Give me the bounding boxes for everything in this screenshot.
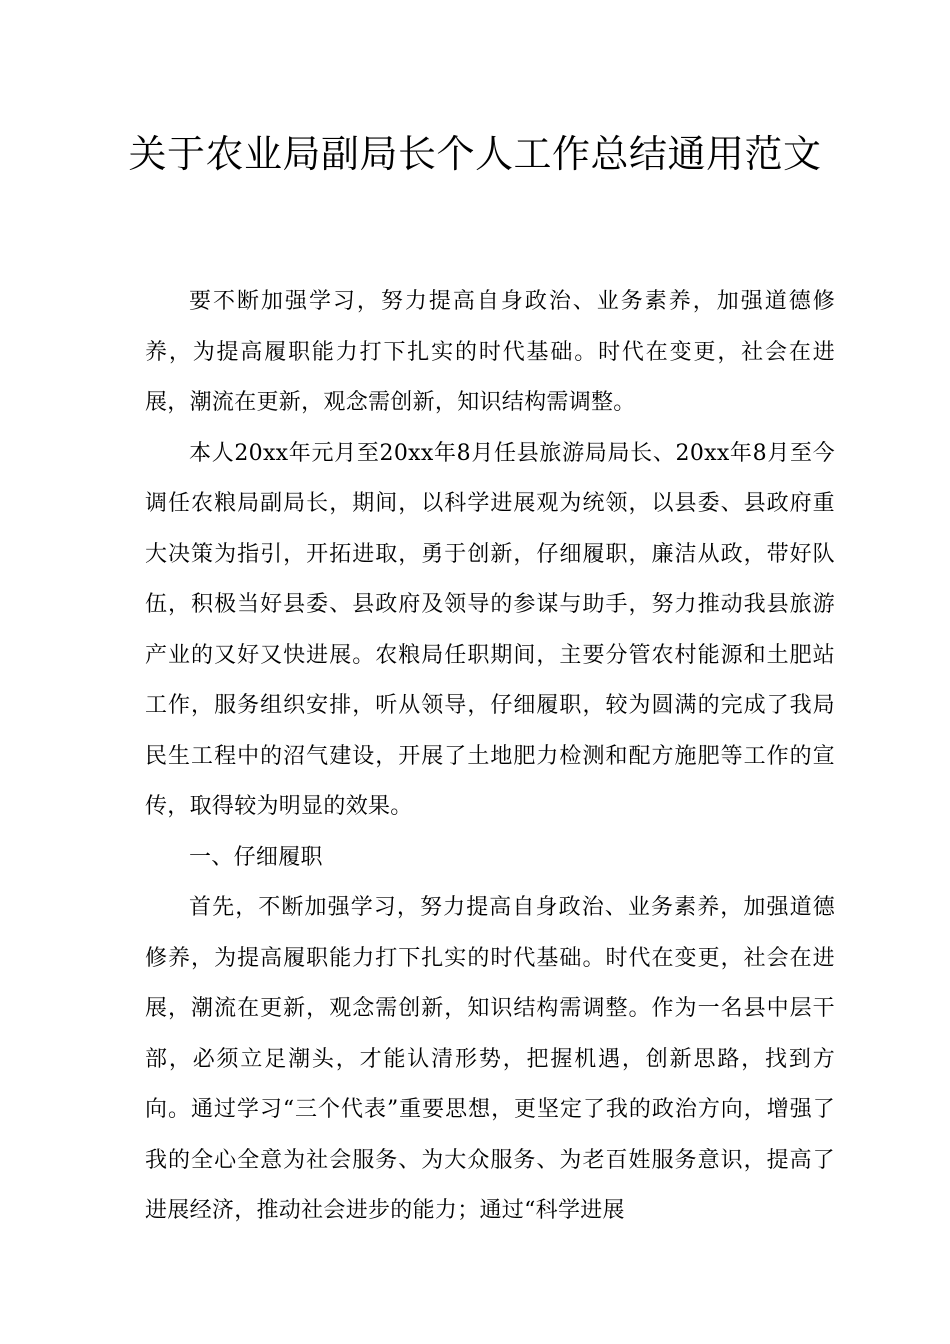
paragraph-intro: 要不断加强学习，努力提高自身政治、业务素养，加强道德修养，为提高履职能力打下扎实的时代基础。时代在变更，社会在进展，潮流在更新，观念需创新，知识结构需调整。 — [145, 289, 835, 415]
paragraph-section-one: 首先，不断加强学习，努力提高自身政治、业务素养，加强道德修养，为提高履职能力打下扎实的时代基础。时代在变更，社会在进展，潮流在更新，观念需创新，知识结构需调整。作为一名县中层干部，必须立足潮头，才能认清形势，把握机遇，创新思路，找到方向。通过学习“三个代表”重要思想，更坚定了我的政治方向，增强了我的全心全意为社会服务、为大众服务、为老百姓服务意识，提高了进展经济，推动社会进步的能力；通过“科学进展 — [145, 895, 835, 1223]
paragraph-career: 本人20xx年元月至20xx年8月任县旅游局局长、20xx年8月至今调任农粮局副局长，期间，以科学进展观为统领，以县委、县政府重大决策为指引，开拓进取，勇于创新，仔细履职，廉洁从政，带好队伍，积极当好县委、县政府及领导的参谋与助手，努力推动我县旅游产业的又好又快进展。农粮局任职期间，主要分管农村能源和土肥站工作，服务组织安排，听从领导，仔细履职，较为圆满的完成了我局民生工程中的沼气建设，开展了土地肥力检测和配方施肥等工作的宣传，取得较为明显的效果。 — [145, 440, 835, 819]
document-body — [145, 277, 835, 1237]
document-title: 关于农业局副局长个人工作总结通用范文 — [128, 132, 822, 176]
section-heading: 一、仔细履职 — [189, 844, 323, 870]
